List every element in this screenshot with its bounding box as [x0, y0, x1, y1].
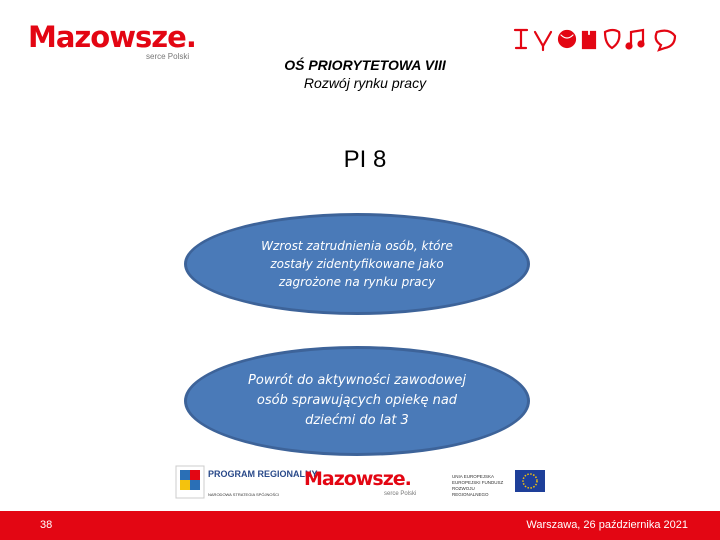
oval-return-to-work [184, 346, 530, 456]
oval-employment [184, 213, 530, 315]
mask-icon [605, 30, 619, 48]
eu-flag-icon [515, 470, 545, 492]
oval-return-text: Powrót do aktywności zawodowej osób sprawujących opiekę nad dziećmi do lat 3 [248, 373, 466, 428]
mazowsze-logo-small: Mazowsze. [304, 468, 411, 490]
logo-wordmark: Mazowsze. [28, 20, 196, 54]
footer-bar [0, 511, 720, 540]
eu-text: UNIA EUROPEJSKA EUROPEJSKI FUNDUSZ ROZWOJU REGIONALNEGO [452, 474, 504, 497]
program-title: PROGRAM REGIONALNY [208, 469, 318, 479]
program-regional-icon [176, 466, 204, 498]
program-subtitle: NARODOWA STRATEGIA SPÓJNOŚCI [208, 492, 280, 497]
logo-tagline: serce Polski [146, 52, 190, 61]
figure-icon [515, 30, 527, 48]
funding-logos [172, 462, 552, 508]
footer-date: Warszawa, 26 października 2021 [526, 519, 688, 531]
title-line-1: OŚ PRIORYTETOWA VIII [284, 57, 446, 73]
castle-icon [583, 32, 595, 48]
ball-icon [559, 31, 575, 47]
slide-title [230, 56, 500, 92]
bubble-icon [656, 31, 675, 50]
header-icons [513, 26, 693, 52]
title-line-2: Rozwój rynku pracy [303, 75, 427, 91]
music-icon [627, 30, 644, 49]
pi-heading: PI 8 [343, 146, 387, 173]
pick-icon [535, 32, 551, 50]
mazowsze-tagline-small: serce Polski [384, 491, 417, 497]
oval-employment-text: Wzrost zatrudnienia osób, które zostały zidentyfikowane jako zagrożone na rynku pracy [261, 239, 453, 289]
mazowsze-logo [28, 22, 218, 68]
page-number: 38 [40, 519, 53, 531]
